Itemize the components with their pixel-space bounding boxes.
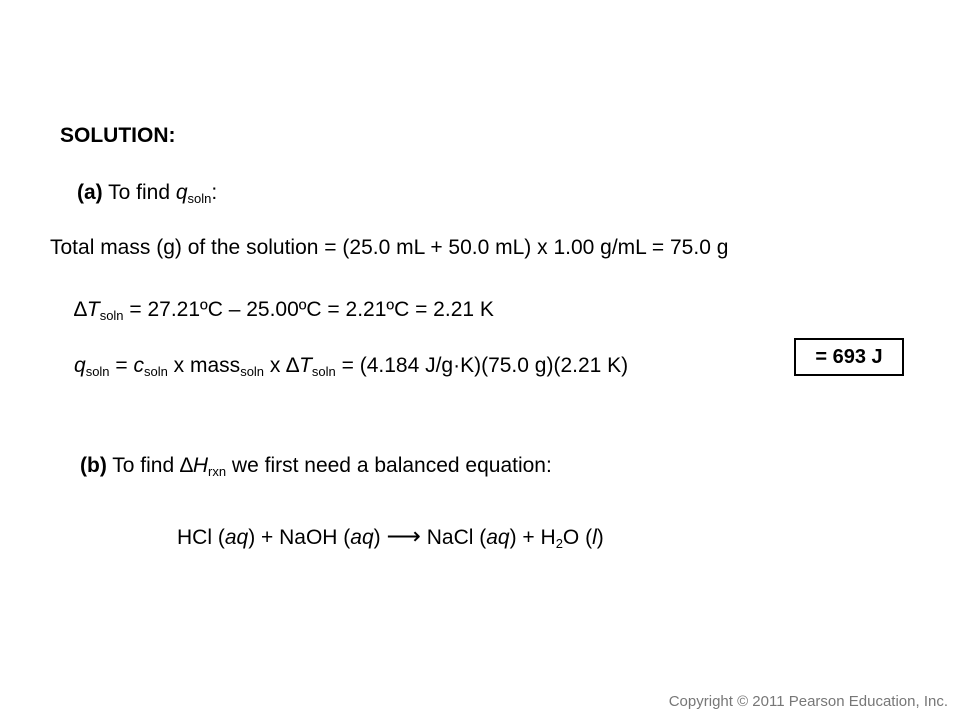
nacl-text: NaCl (	[420, 526, 487, 549]
part-a-label: (a)	[77, 181, 103, 204]
part-a-line	[77, 179, 217, 207]
q-calculation-line	[74, 352, 628, 380]
t-subscript: soln	[99, 308, 124, 323]
part-b-text: To find	[106, 454, 180, 477]
equation-space: )	[373, 526, 387, 549]
liquid-state: l	[592, 526, 597, 549]
c-variable: c	[133, 354, 144, 377]
answer-box: = 693 J	[794, 338, 904, 376]
times-text: x	[264, 354, 287, 377]
q-subscript: soln	[85, 364, 110, 379]
delta-symbol: ∆	[74, 298, 87, 321]
equation-end: )	[596, 526, 604, 549]
naoh-text: ) + NaOH (	[248, 526, 351, 549]
delta-symbol: ∆	[180, 454, 193, 477]
total-mass-line: Total mass (g) of the solution = (25.0 mL + 50.0 mL) x 1.00 g/mL = 75.0 g	[50, 236, 729, 259]
mass-text: x mass	[167, 354, 241, 377]
part-b-label: (b)	[80, 454, 107, 477]
delta-t-line	[74, 296, 494, 324]
delta-t-calculation: = 27.21ºC – 25.00ºC = 2.21ºC = 2.21 K	[123, 298, 494, 321]
h-subscript: rxn	[208, 464, 227, 479]
q-calculation-values: = (4.184 J/g·K)(75.0 g)(2.21 K)	[335, 354, 629, 377]
t-variable: T	[299, 354, 312, 377]
delta-symbol: ∆	[286, 354, 300, 377]
q-variable: q	[74, 354, 86, 377]
part-a-text: To find	[102, 181, 176, 204]
q-subscript: soln	[187, 191, 212, 206]
h-variable: H	[192, 454, 209, 477]
q-variable: q	[175, 181, 188, 204]
copyright-notice: Copyright © 2011 Pearson Education, Inc.	[668, 693, 948, 710]
water-subscript: 2	[555, 536, 563, 551]
aq-state: aq	[224, 526, 249, 549]
mass-subscript: soln	[240, 364, 265, 379]
reaction-arrow-icon: ⟶	[386, 523, 421, 550]
t-variable: T	[86, 298, 100, 321]
solution-heading: SOLUTION:	[60, 124, 176, 147]
part-a-colon: :	[211, 181, 218, 204]
water-text: ) + H	[509, 526, 556, 549]
aq-state: aq	[486, 526, 510, 549]
balanced-equation	[177, 523, 604, 552]
t-subscript: soln	[311, 364, 336, 379]
aq-state: aq	[350, 526, 374, 549]
hcl-text: HCl (	[177, 526, 225, 549]
part-b-line	[80, 452, 552, 480]
part-b-rest: we first need a balanced equation:	[226, 454, 552, 477]
equals-text: =	[109, 354, 134, 377]
c-subscript: soln	[143, 364, 168, 379]
water-o-text: O (	[562, 526, 593, 549]
